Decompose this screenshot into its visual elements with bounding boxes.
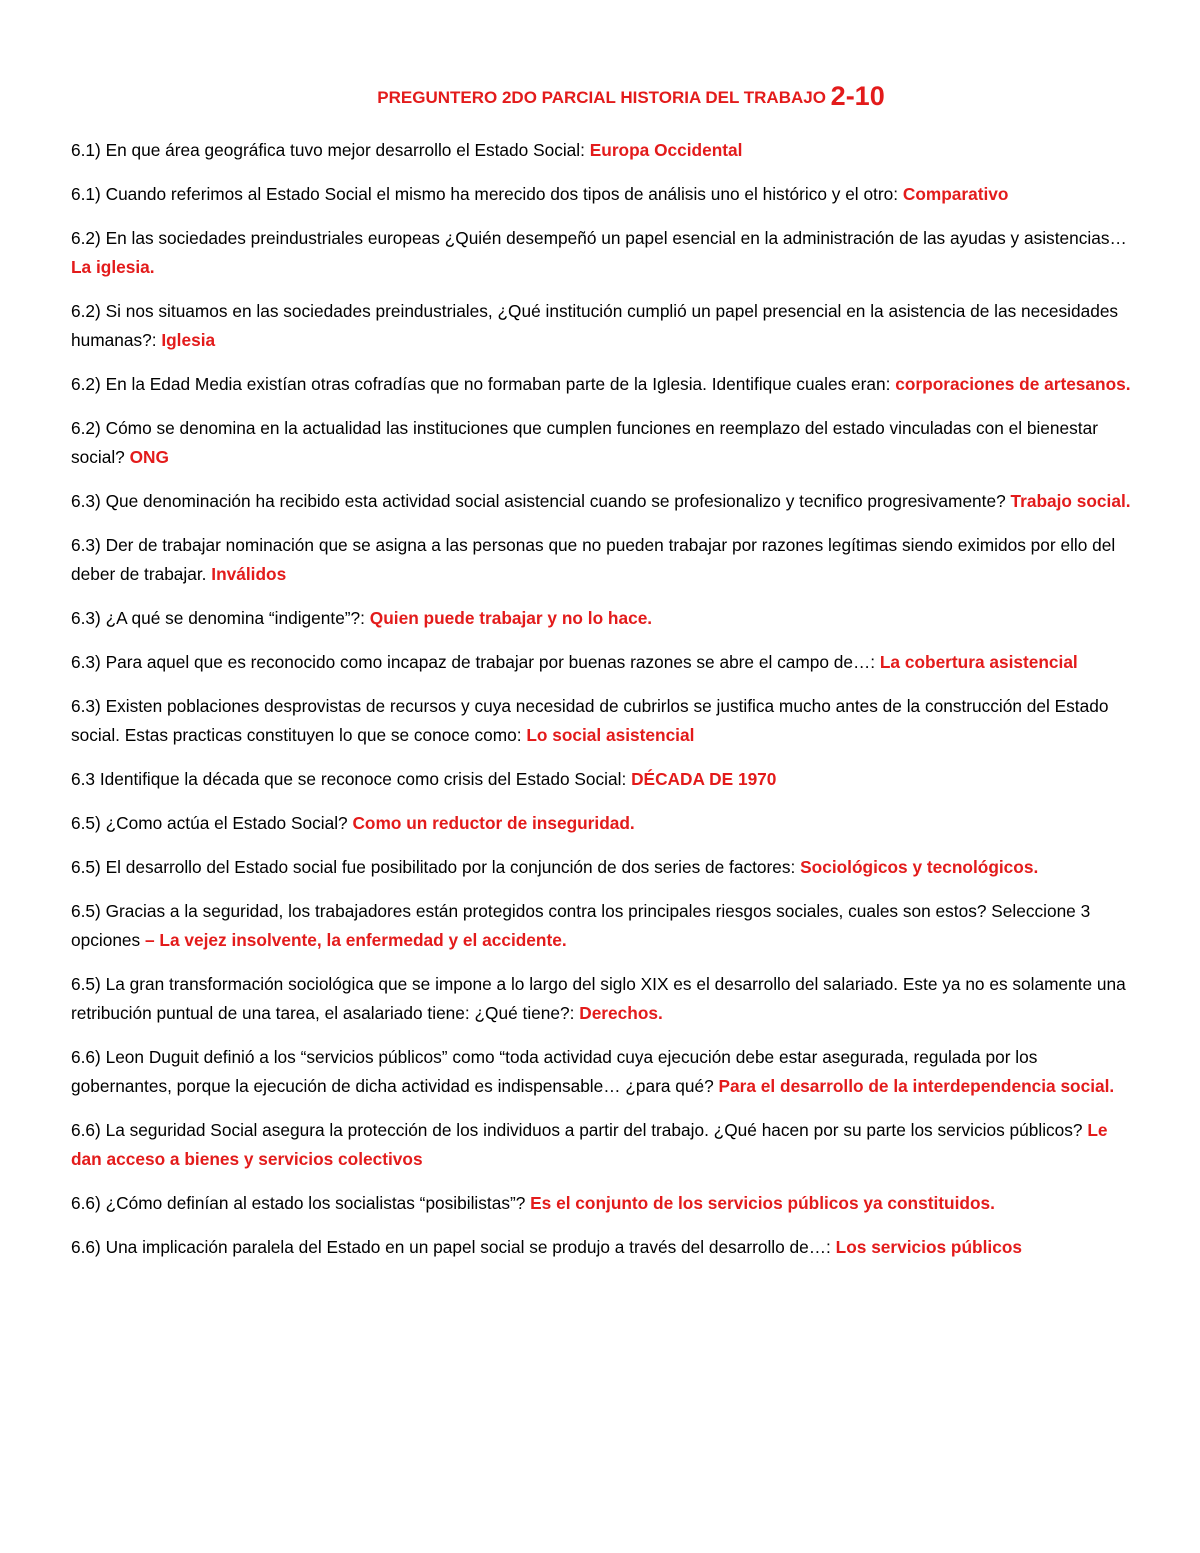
title-text: PREGUNTERO 2DO PARCIAL HISTORIA DEL TRABAJO [377, 88, 831, 107]
question-text: En la Edad Media existían otras cofradías que no formaban parte de la Iglesia. Identifique cuales eran: [100, 374, 896, 394]
question-number: 6.6) [71, 1047, 101, 1067]
question-text: Para aquel que es reconocido como incapaz de trabajar por buenas razones se abre el campo de…: [100, 652, 880, 672]
answer-text: La iglesia. [71, 257, 155, 277]
answer-text: ONG [129, 447, 169, 467]
question-item [71, 414, 1131, 472]
question-item [71, 370, 1131, 399]
question-item [71, 1189, 1131, 1218]
question-item [71, 487, 1131, 516]
answer-text: Sociológicos y tecnológicos. [800, 857, 1039, 877]
answer-text: Europa Occidental [589, 140, 743, 160]
question-text: Cómo se denomina en la actualidad las instituciones que cumplen funciones en reemplazo del estado vinculadas con el bienestar social? [71, 418, 1098, 467]
question-text: Gracias a la seguridad, los trabajadores están protegidos contra los principales riesgos sociales, cuales son estos? Seleccione 3 opciones [71, 901, 1091, 950]
answer-text: – La vejez insolvente, la enfermedad y el accidente. [144, 930, 567, 950]
question-number: 6.6) [71, 1193, 101, 1213]
question-number: 6.6) [71, 1120, 101, 1140]
answer-text: La cobertura asistencial [879, 652, 1078, 672]
question-text: Una implicación paralela del Estado en un papel social se produjo a través del desarrollo de…: [100, 1237, 836, 1257]
question-number: 6.3) [71, 491, 101, 511]
question-text: Der de trabajar nominación que se asigna a las personas que no pueden trabajar por razones legítimas siendo eximidos por ello del deber de trabajar. [71, 535, 1116, 584]
question-item [71, 1043, 1131, 1101]
question-item [71, 1233, 1131, 1262]
question-item [71, 648, 1131, 677]
answer-text: Trabajo social. [1010, 491, 1131, 511]
answer-text: Como un reductor de inseguridad. [352, 813, 635, 833]
answer-text: Derechos. [579, 1003, 663, 1023]
question-number: 6.2) [71, 301, 101, 321]
question-item [71, 180, 1131, 209]
question-item [71, 809, 1131, 838]
question-text: Cuando referimos al Estado Social el mismo ha merecido dos tipos de análisis uno el histórico y el otro: [100, 184, 903, 204]
question-number: 6.5) [71, 857, 101, 877]
answer-text: Iglesia [161, 330, 216, 350]
answer-text: corporaciones de artesanos. [895, 374, 1131, 394]
question-number: 6.1) [71, 184, 101, 204]
question-text: En las sociedades preindustriales europeas ¿Quién desempeñó un papel esencial en la administración de las ayudas y asistencias… [100, 228, 1127, 248]
question-number: 6.2) [71, 418, 101, 438]
question-number: 6.5) [71, 901, 101, 921]
question-list [71, 136, 1131, 1262]
question-item [71, 970, 1131, 1028]
question-text: Que denominación ha recibido esta actividad social asistencial cuando se profesionalizo y tecnifico progresivamente? [100, 491, 1011, 511]
answer-text: Es el conjunto de los servicios públicos ya constituidos. [530, 1193, 995, 1213]
answer-text: Lo social asistencial [526, 725, 695, 745]
answer-text: Inválidos [211, 564, 287, 584]
answer-text: Los servicios públicos [835, 1237, 1022, 1257]
question-number: 6.3 [71, 769, 96, 789]
question-number: 6.3) [71, 652, 101, 672]
question-text: La gran transformación sociológica que se impone a lo largo del siglo XIX es el desarrollo del salariado. Este ya no es solamente una retribución puntual de una tarea, el asalariado tiene: ¿Qué tiene?: [71, 974, 1126, 1023]
question-text: ¿Cómo definían al estado los socialistas “posibilistas”? [100, 1193, 531, 1213]
question-text: Leon Duguit definió a los “servicios públicos” como “toda actividad cuya ejecución debe estar asegurada, regulada por los gobernantes, porque la ejecución de dicha actividad es indispensable… ¿para qué? [71, 1047, 1038, 1096]
question-item [71, 897, 1131, 955]
answer-text: Comparativo [902, 184, 1009, 204]
question-number: 6.6) [71, 1237, 101, 1257]
question-item [71, 136, 1131, 165]
answer-text: Le dan acceso a bienes y servicios colectivos [71, 1120, 1108, 1169]
document-page [71, 78, 1131, 1277]
question-item [71, 765, 1131, 794]
question-number: 6.2) [71, 228, 101, 248]
document-title [71, 78, 1131, 116]
answer-text: DÉCADA DE 1970 [631, 769, 777, 789]
question-item [71, 853, 1131, 882]
question-text: Identifique la década que se reconoce como crisis del Estado Social: [95, 769, 632, 789]
question-number: 6.5) [71, 974, 101, 994]
question-text: Existen poblaciones desprovistas de recursos y cuya necesidad de cubrirlos se justifica mucho antes de la construcción del Estado social. Estas practicas constituyen lo que se conoce como: [71, 696, 1109, 745]
question-text: En que área geográfica tuvo mejor desarrollo el Estado Social: [100, 140, 590, 160]
question-text: ¿Como actúa el Estado Social? [100, 813, 353, 833]
question-text: Si nos situamos en las sociedades preindustriales, ¿Qué institución cumplió un papel presencial en la asistencia de las necesidades humanas?: [71, 301, 1119, 350]
question-item [71, 1116, 1131, 1174]
question-item [71, 224, 1131, 282]
question-text: La seguridad Social asegura la protección de los individuos a partir del trabajo. ¿Qué hacen por su parte los servicios públicos? [100, 1120, 1088, 1140]
answer-text: Quien puede trabajar y no lo hace. [369, 608, 653, 628]
question-text: ¿A qué se denomina “indigente”?: [100, 608, 370, 628]
question-item [71, 692, 1131, 750]
question-item [71, 604, 1131, 633]
question-text: El desarrollo del Estado social fue posibilitado por la conjunción de dos series de factores: [100, 857, 801, 877]
question-number: 6.2) [71, 374, 101, 394]
question-item [71, 297, 1131, 355]
question-number: 6.3) [71, 696, 101, 716]
title-number: 2-10 [830, 81, 885, 111]
question-number: 6.1) [71, 140, 101, 160]
question-number: 6.3) [71, 608, 101, 628]
question-number: 6.3) [71, 535, 101, 555]
question-item [71, 531, 1131, 589]
question-number: 6.5) [71, 813, 101, 833]
answer-text: Para el desarrollo de la interdependencia social. [718, 1076, 1115, 1096]
